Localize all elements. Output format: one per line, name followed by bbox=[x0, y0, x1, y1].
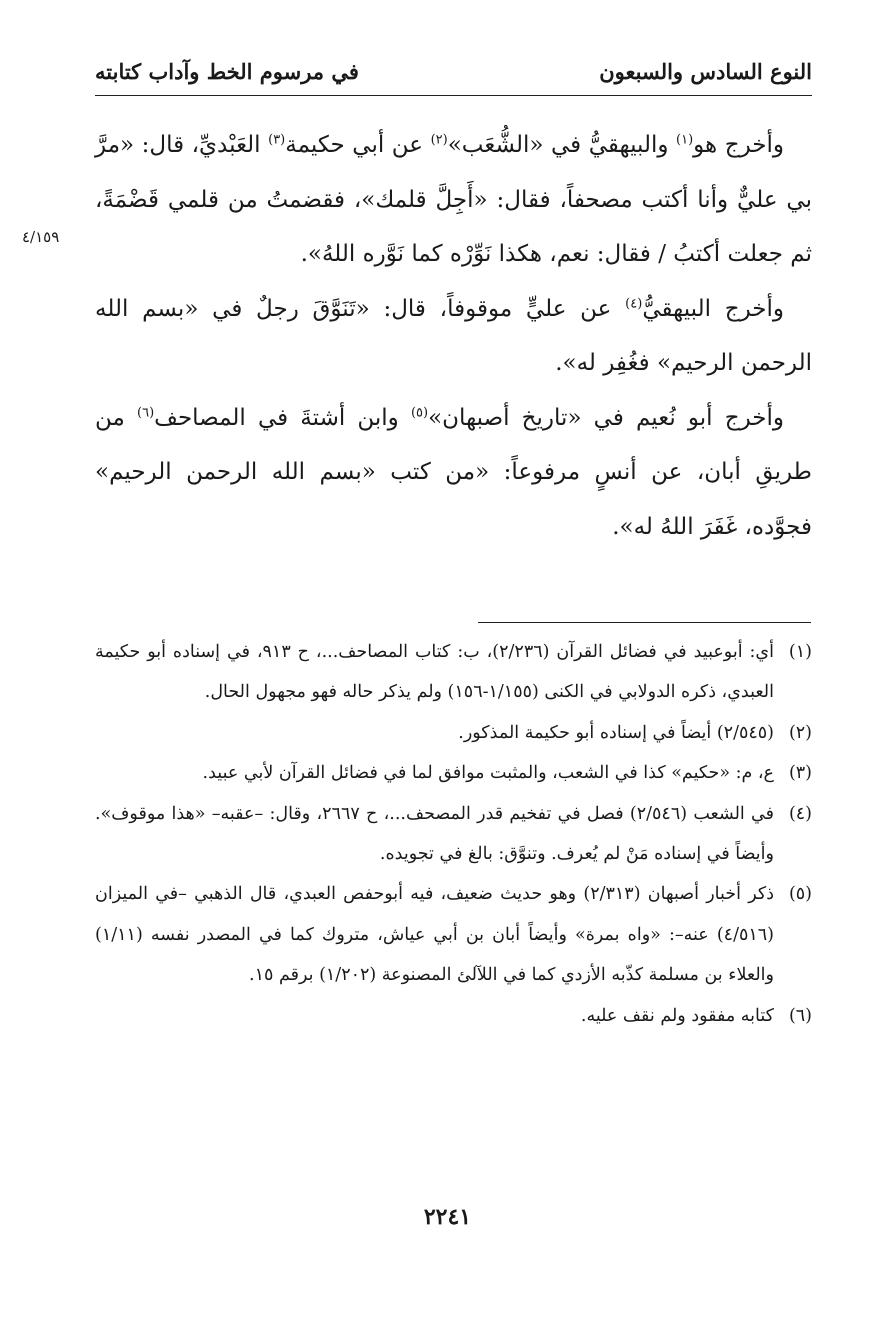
section-title: في مرسوم الخط وآداب كتابته bbox=[95, 58, 359, 84]
footnote-item bbox=[95, 713, 812, 753]
footnote-text: كتابه مفقود ولم نقف عليه. bbox=[580, 1005, 774, 1026]
running-header bbox=[95, 48, 812, 94]
paragraph-text: عن عليٍّ موقوفاً، قال: «تَنَوَّقَ رجلٌ في «بسم الله الرحمن الرحيم» فغُفِر له». bbox=[95, 295, 812, 376]
body-paragraph bbox=[95, 391, 812, 555]
main-text bbox=[95, 118, 812, 554]
footnote-number: (٦) bbox=[788, 1005, 812, 1026]
footnote-text: ع، م: «حكيم» كذا في الشعب، والمثبت موافق لما في فضائل القرآن لأبي عبيد. bbox=[202, 763, 774, 784]
footnote-marker[interactable]: (١) bbox=[676, 132, 694, 148]
footnote-number: (٥) bbox=[788, 884, 812, 905]
footnote-item bbox=[95, 794, 812, 875]
footnote-number: (٢) bbox=[788, 722, 812, 743]
footnote-marker[interactable]: (٤) bbox=[625, 295, 643, 311]
paragraph-text: والبيهقيُّ في «الشُّعَب» bbox=[447, 132, 677, 158]
footnote-item bbox=[95, 753, 812, 793]
paragraph-text: العَبْديِّ، قال: «مرَّ بي عليٌّ وأنا أكتب مصحفاً، فقال: «أَجِلَّ قلمك»، فقضمتُ من قلمي قَضْمَةً، ثم جعلت أكتبُ / فقال: نعم، هكذا نَوِّرْه كما نَوَّره اللهُ». bbox=[95, 132, 812, 267]
footnote-text: أي: أبوعبيد في فضائل القرآن (٢/٢٣٦)، ب: كتاب المصاحف...، ح ٩١٣، في إسناده أبو حكيمة العبدي، ذكره الدولابي في الكنى (١/١٥٥-١٥٦) ولم يذكر حاله فهو مجهول الحال. bbox=[95, 642, 774, 703]
footnote-item bbox=[95, 874, 812, 995]
page-number: ٢٢٤١ bbox=[423, 1204, 472, 1230]
body-paragraph bbox=[95, 282, 812, 391]
footnotes bbox=[95, 632, 812, 1036]
footnote-number: (٤) bbox=[788, 803, 812, 824]
chapter-title: النوع السادس والسبعون bbox=[599, 58, 812, 84]
footnote-number: (١) bbox=[788, 642, 812, 662]
margin-page-reference: ٤/١٥٩ bbox=[22, 228, 60, 246]
footnote-rule bbox=[478, 622, 811, 623]
footnote-text: في الشعب (٢/٥٤٦) فصل في تفخيم قدر المصحف...، ح ٢٦٦٧، وقال: –عقبه– «هذا موقوف». وأيضاً في إسناده مَنْ لم يُعرف. وتنوَّق: بالغ في تجويده. bbox=[95, 803, 774, 865]
footnote-item bbox=[95, 632, 812, 713]
paragraph-text: من طريقِ أبان، عن أنسٍ مرفوعاً: «من كتب «بسم الله الرحمن الرحيم» فجوَّده، غَفَرَ اللهُ له». bbox=[95, 404, 812, 540]
paragraph-text: وأخرج هو bbox=[693, 132, 784, 158]
body-paragraph bbox=[95, 118, 812, 282]
paragraph-text: وابن أشتةَ في المصاحف bbox=[154, 404, 411, 431]
paragraph-text: وأخرج البيهقيُّ bbox=[642, 295, 785, 322]
footnote-item bbox=[95, 996, 812, 1036]
footnote-number: (٣) bbox=[788, 763, 812, 784]
footnote-text: ذكر أخبار أصبهان (٢/٣١٣) وهو حديث ضعيف، فيه أبوحفص العبدي، قال الذهبي –في الميزان (٤/٥١٦) عنه–: «واه بمرة» وأيضاً أبان بن أبي عياش، متروك كما في المصدر نفسه (١/١١) والعلاء بن مسلمة كذّبه الأزدي كما في اللآلئ المصنوعة (١/٢٠٢) برقم ١٥. bbox=[95, 884, 774, 986]
footnote-marker[interactable]: (٣) bbox=[268, 132, 286, 148]
paragraph-text: عن أبي حكيمة bbox=[285, 132, 431, 158]
header-rule bbox=[95, 95, 812, 96]
footnote-marker[interactable]: (٦) bbox=[137, 404, 155, 420]
footnote-marker[interactable]: (٢) bbox=[430, 132, 448, 148]
footnote-marker[interactable]: (٥) bbox=[410, 404, 429, 420]
paragraph-text: وأخرج أبو نُعيم في «تاريخ أصبهان» bbox=[428, 404, 784, 431]
footnote-text: (٢/٥٤٥) أيضاً في إسناده أبو حكيمة المذكور. bbox=[458, 722, 774, 743]
